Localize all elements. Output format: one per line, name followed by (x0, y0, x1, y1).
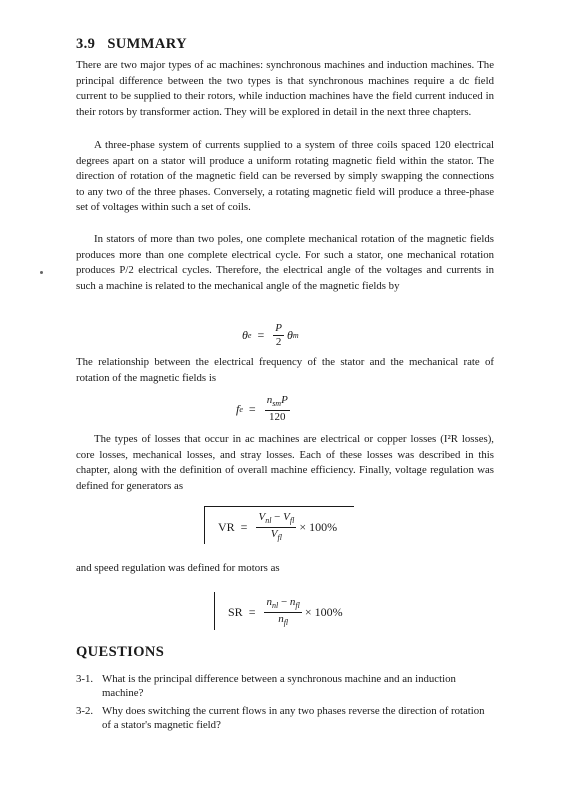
scan-speck (40, 271, 43, 274)
questions-heading: QUESTIONS (76, 644, 165, 660)
equation-frequency: f e = $\frac{n_{sm}P}{120}$ (236, 394, 288, 423)
question-item (76, 672, 496, 700)
section-title: SUMMARY (107, 36, 187, 52)
paragraph-poles: In stators of more than two poles, one complete mechanical rotation of the magnetic fields produces more than one complete electrical cycle. For such a stator, one mechanical rotation produces P/2 electrical cycles. Therefore, the electrical angle of the voltages and currents in such a machine is related to the mechanical angle of the magnetic fields by (76, 233, 494, 292)
paragraph-speed: and speed regulation was defined for motors as (76, 562, 280, 574)
equation-speed-regulation: SR = $\frac{n_{nl} - n_{fl}}{n_{fl}}$ × 100% (228, 596, 343, 627)
paragraph-frequency: The relationship between the electrical frequency of the stator and the mechanical rate of rotation of the magnetic fields is (76, 356, 494, 384)
sr-box-left (214, 592, 215, 630)
section-heading (76, 36, 187, 53)
paragraph-intro: There are two major types of ac machines: synchronous machines and induction machines. The principal difference between the two types is that synchronous machines require a dc field current to be supplied to their rotors, while induction machines have the field current induced in their rotors by transformer action. They will be explored in detail in the next three chapters. (76, 59, 494, 118)
question-number: 3-1. (76, 673, 94, 685)
vr-box-left (204, 506, 205, 544)
paragraph-losses: The types of losses that occur in ac machines are electrical or copper losses (I²R losses), core losses, mechanical losses, and stray losses. Each of these losses was described in this chapter, along with the definition of overall machine efficiency. Finally, voltage regulation was defined for generators as (76, 433, 494, 492)
section-number: 3.9 (76, 36, 96, 52)
question-text: Why does switching the current flows in any two phases reverse the direction of rotation of a stator's magnetic field? (102, 705, 485, 731)
equation-voltage-regulation: VR = $\frac{V_{nl} - V_{fl}}{V_{fl}}$ × 100% (218, 511, 338, 542)
equation-electrical-angle: θ e = $\frac{P}{2}$ θ m (242, 322, 299, 348)
vr-box-top (204, 506, 354, 507)
question-number: 3-2. (76, 705, 94, 717)
paragraph-rotating-field: A three-phase system of currents supplied to a system of three coils spaced 120 electrical degrees apart on a stator will produce a uniform rotating magnetic field within the stator. The direction of rotation of the magnetic field can be reversed by simply swapping the connections to any two of the three phases. Conversely, a rotating magnetic field will produce a three-phase set of voltages within such a set of coils. (76, 139, 494, 214)
question-item (76, 704, 496, 732)
question-text: What is the principal difference between a synchronous machine and an induction machine? (102, 673, 456, 699)
